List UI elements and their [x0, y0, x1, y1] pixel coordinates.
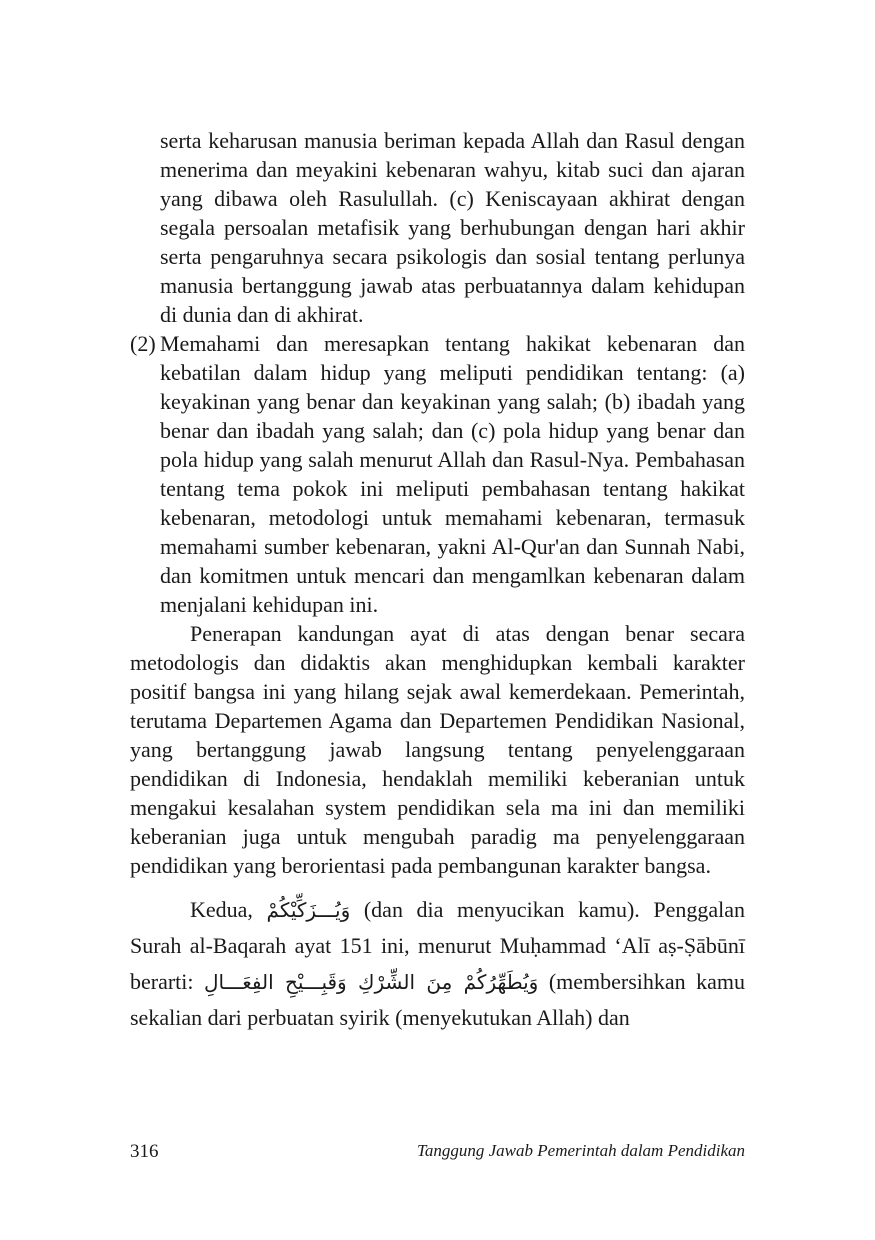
continued-paragraph: serta keharusan manusia beriman kepada Allah dan Rasul dengan menerima dan meyakini kebenaran wahyu, kitab suci dan ajaran yang dibawa oleh Rasulullah. (c) Keniscayaan akhirat dengan segala persoalan metafisik yang berhubungan dengan hari akhir serta pengaruhnya secara psikologis dan sosial tentang perlunya manusia bertanggung jawab atas perbuatannya dalam kehidupan di dunia dan di akhirat. — [160, 128, 745, 327]
kedua-paragraph — [130, 892, 745, 1036]
arabic-phrase-2: وَيُطَهِّرُكُمْ مِنَ الشِّرْكِ وَقَبِـــيْحِ الفِعَـــالِ — [204, 970, 539, 994]
kedua-gloss: (dan dia menyucikan kamu). Penggalan Surah al-Baqarah ayat 151 ini, menurut Muḥammad ‘Alī aṣ-Ṣābūnī berarti: — [130, 897, 746, 994]
list-item-2 — [130, 329, 745, 619]
arabic-phrase-1: وَيُـــزَكِّيْكُمْ — [266, 898, 351, 922]
page-number: 316 — [130, 1141, 159, 1162]
body-text — [130, 126, 745, 1036]
list-item-text: Memahami dan meresapkan tentang hakikat kebenaran dan kebatilan dalam hidup yang meliputi pendidikan tentang: (a) keyakinan yang benar dan keyakinan yang salah; (b) ibadah yang benar dan ibadah yang salah; dan (c) pola hidup yang benar dan pola hidup yang salah menurut Allah dan Rasul-Nya. Pembahasan tentang tema pokok ini meliputi pembahasan tentang hakikat kebenaran, metodologi untuk memahami kebenaran, termasuk memahami sumber kebenaran, yakni Al-Qur'an dan Sunnah Nabi, dan komitmen untuk mencari dan mengamlkan kebenaran dalam menjalani kehidupan ini. — [160, 331, 745, 617]
list-marker: (2) — [130, 331, 156, 356]
running-title: Tanggung Jawab Pemerintah dalam Pendidikan — [416, 1141, 745, 1160]
penerapan-paragraph: Penerapan kandungan ayat di atas dengan benar secara metodologis dan didaktis akan menghidupkan kembali karakter positif bangsa ini yang hilang sejak awal kemerdekaan. Pemerintah, terutama Departemen Agama dan Departemen Pendidikan Nasional, yang bertanggung jawab langsung tentang penyelenggaraan pendidikan di Indonesia, hendaklah memiliki keberanian untuk mengakui kesalahan system pendidikan sela ma ini dan memiliki keberanian juga untuk mengubah paradig ma penyelenggaraan pendidikan yang berorientasi pada pembangunan karakter bangsa. — [130, 621, 745, 878]
kedua-lead: Kedua, — [190, 897, 253, 922]
page-footer — [130, 1141, 745, 1163]
kedua-tail: (membersihkan kamu sekalian dari perbuatan syirik (menyekutukan Allah) dan — [130, 969, 745, 1030]
